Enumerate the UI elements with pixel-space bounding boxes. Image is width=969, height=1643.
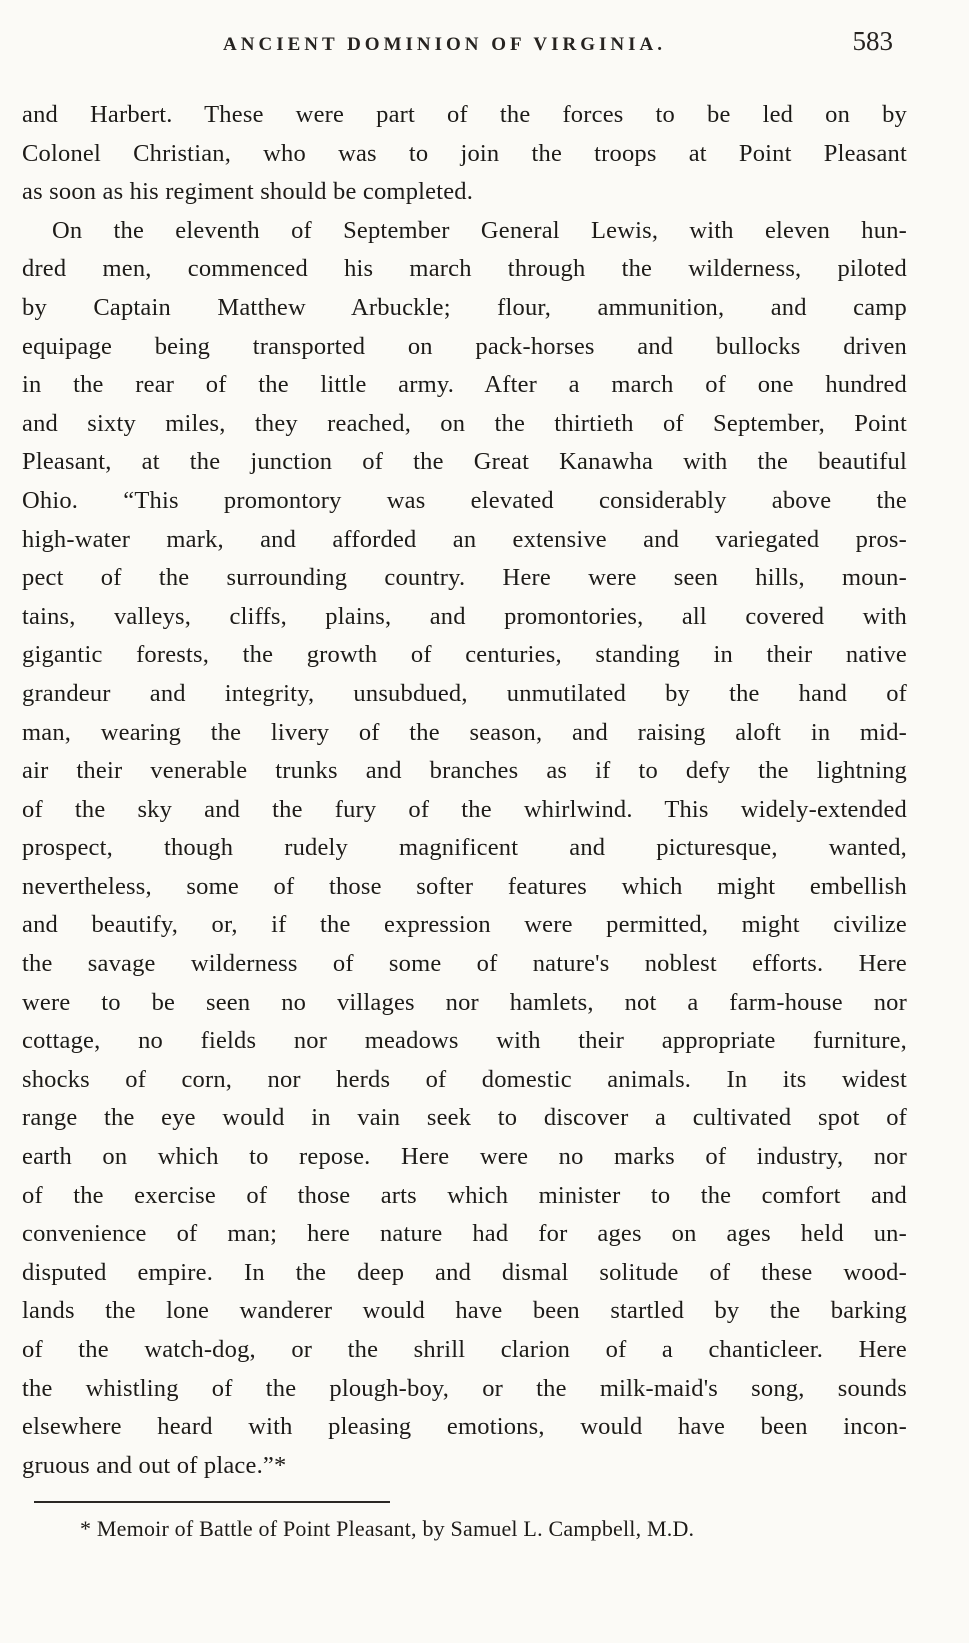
text-line: elsewhere heard with pleasing emotions, would have been incon- xyxy=(22,1413,907,1441)
text-line: as soon as his regiment should be completed. xyxy=(22,178,474,206)
text-line: cottage, no fields nor meadows with their appropriate furniture, xyxy=(22,1027,907,1055)
text-line: pect of the surrounding country. Here were seen hills, moun- xyxy=(22,564,907,592)
text-line: dred men, commenced his march through the wilderness, piloted xyxy=(22,255,907,283)
running-head-title: ANCIENT DOMINION OF VIRGINIA. xyxy=(223,34,666,55)
text-line: grandeur and integrity, unsubdued, unmutilated by the hand of xyxy=(22,679,907,707)
body-text xyxy=(22,96,907,1485)
text-line: disputed empire. In the deep and dismal solitude of these wood- xyxy=(22,1258,907,1286)
text-line: equipage being transported on pack-horses and bullocks driven xyxy=(22,332,907,360)
text-line: nevertheless, some of those softer features which might embellish xyxy=(22,872,907,900)
footnote-text: * Memoir of Battle of Point Pleasant, by Samuel L. Campbell, M.D. xyxy=(80,1516,695,1542)
text-line: the savage wilderness of some of nature's noblest efforts. Here xyxy=(22,950,907,978)
text-line: gruous and out of place.”* xyxy=(22,1451,287,1479)
text-line: and beautify, or, if the expression were permitted, might civilize xyxy=(22,911,907,939)
footnote-divider xyxy=(34,1501,390,1503)
text-line: air their venerable trunks and branches as if to defy the lightning xyxy=(22,757,907,785)
text-line: Colonel Christian, who was to join the troops at Point Pleasant xyxy=(22,139,907,167)
text-line: lands the lone wanderer would have been startled by the barking xyxy=(22,1297,907,1325)
text-line: convenience of man; here nature had for ages on ages held un- xyxy=(22,1220,907,1248)
text-line: by Captain Matthew Arbuckle; flour, ammunition, and camp xyxy=(22,293,907,321)
text-line: man, wearing the livery of the season, and raising aloft in mid- xyxy=(22,718,907,746)
page-header xyxy=(22,26,907,68)
text-line: of the watch-dog, or the shrill clarion of a chanticleer. Here xyxy=(22,1336,907,1363)
text-line: shocks of corn, nor herds of domestic animals. In its widest xyxy=(22,1065,907,1093)
text-line: of the exercise of those arts which minister to the comfort and xyxy=(22,1181,907,1209)
text-line: earth on which to repose. Here were no marks of industry, nor xyxy=(22,1143,907,1171)
text-line: prospect, though rudely magnificent and picturesque, wanted, xyxy=(22,834,907,862)
text-line: and sixty miles, they reached, on the thirtieth of September, Point xyxy=(22,409,907,437)
text-line: in the rear of the little army. After a march of one hundred xyxy=(22,371,907,399)
text-line: On the eleventh of September General Lewis, with eleven hun- xyxy=(52,216,907,244)
text-line: tains, valleys, cliffs, plains, and promontories, all covered with xyxy=(22,602,907,630)
text-line: Ohio. “This promontory was elevated considerably above the xyxy=(22,486,907,514)
text-line: and Harbert. These were part of the forces to be led on by xyxy=(22,101,907,128)
text-line: high-water mark, and afforded an extensive and variegated pros- xyxy=(22,525,907,553)
text-line: of the sky and the fury of the whirlwind. This widely-extended xyxy=(22,795,907,823)
text-line: the whistling of the plough-boy, or the milk-maid's song, sounds xyxy=(22,1374,907,1402)
text-line: Pleasant, at the junction of the Great Kanawha with the beautiful xyxy=(22,448,907,476)
page-number: 583 xyxy=(852,26,893,56)
text-line: were to be seen no villages nor hamlets, not a farm-house nor xyxy=(22,988,907,1016)
text-line: gigantic forests, the growth of centuries, standing in their native xyxy=(22,641,907,669)
text-line: range the eye would in vain seek to discover a cultivated spot of xyxy=(22,1104,907,1132)
